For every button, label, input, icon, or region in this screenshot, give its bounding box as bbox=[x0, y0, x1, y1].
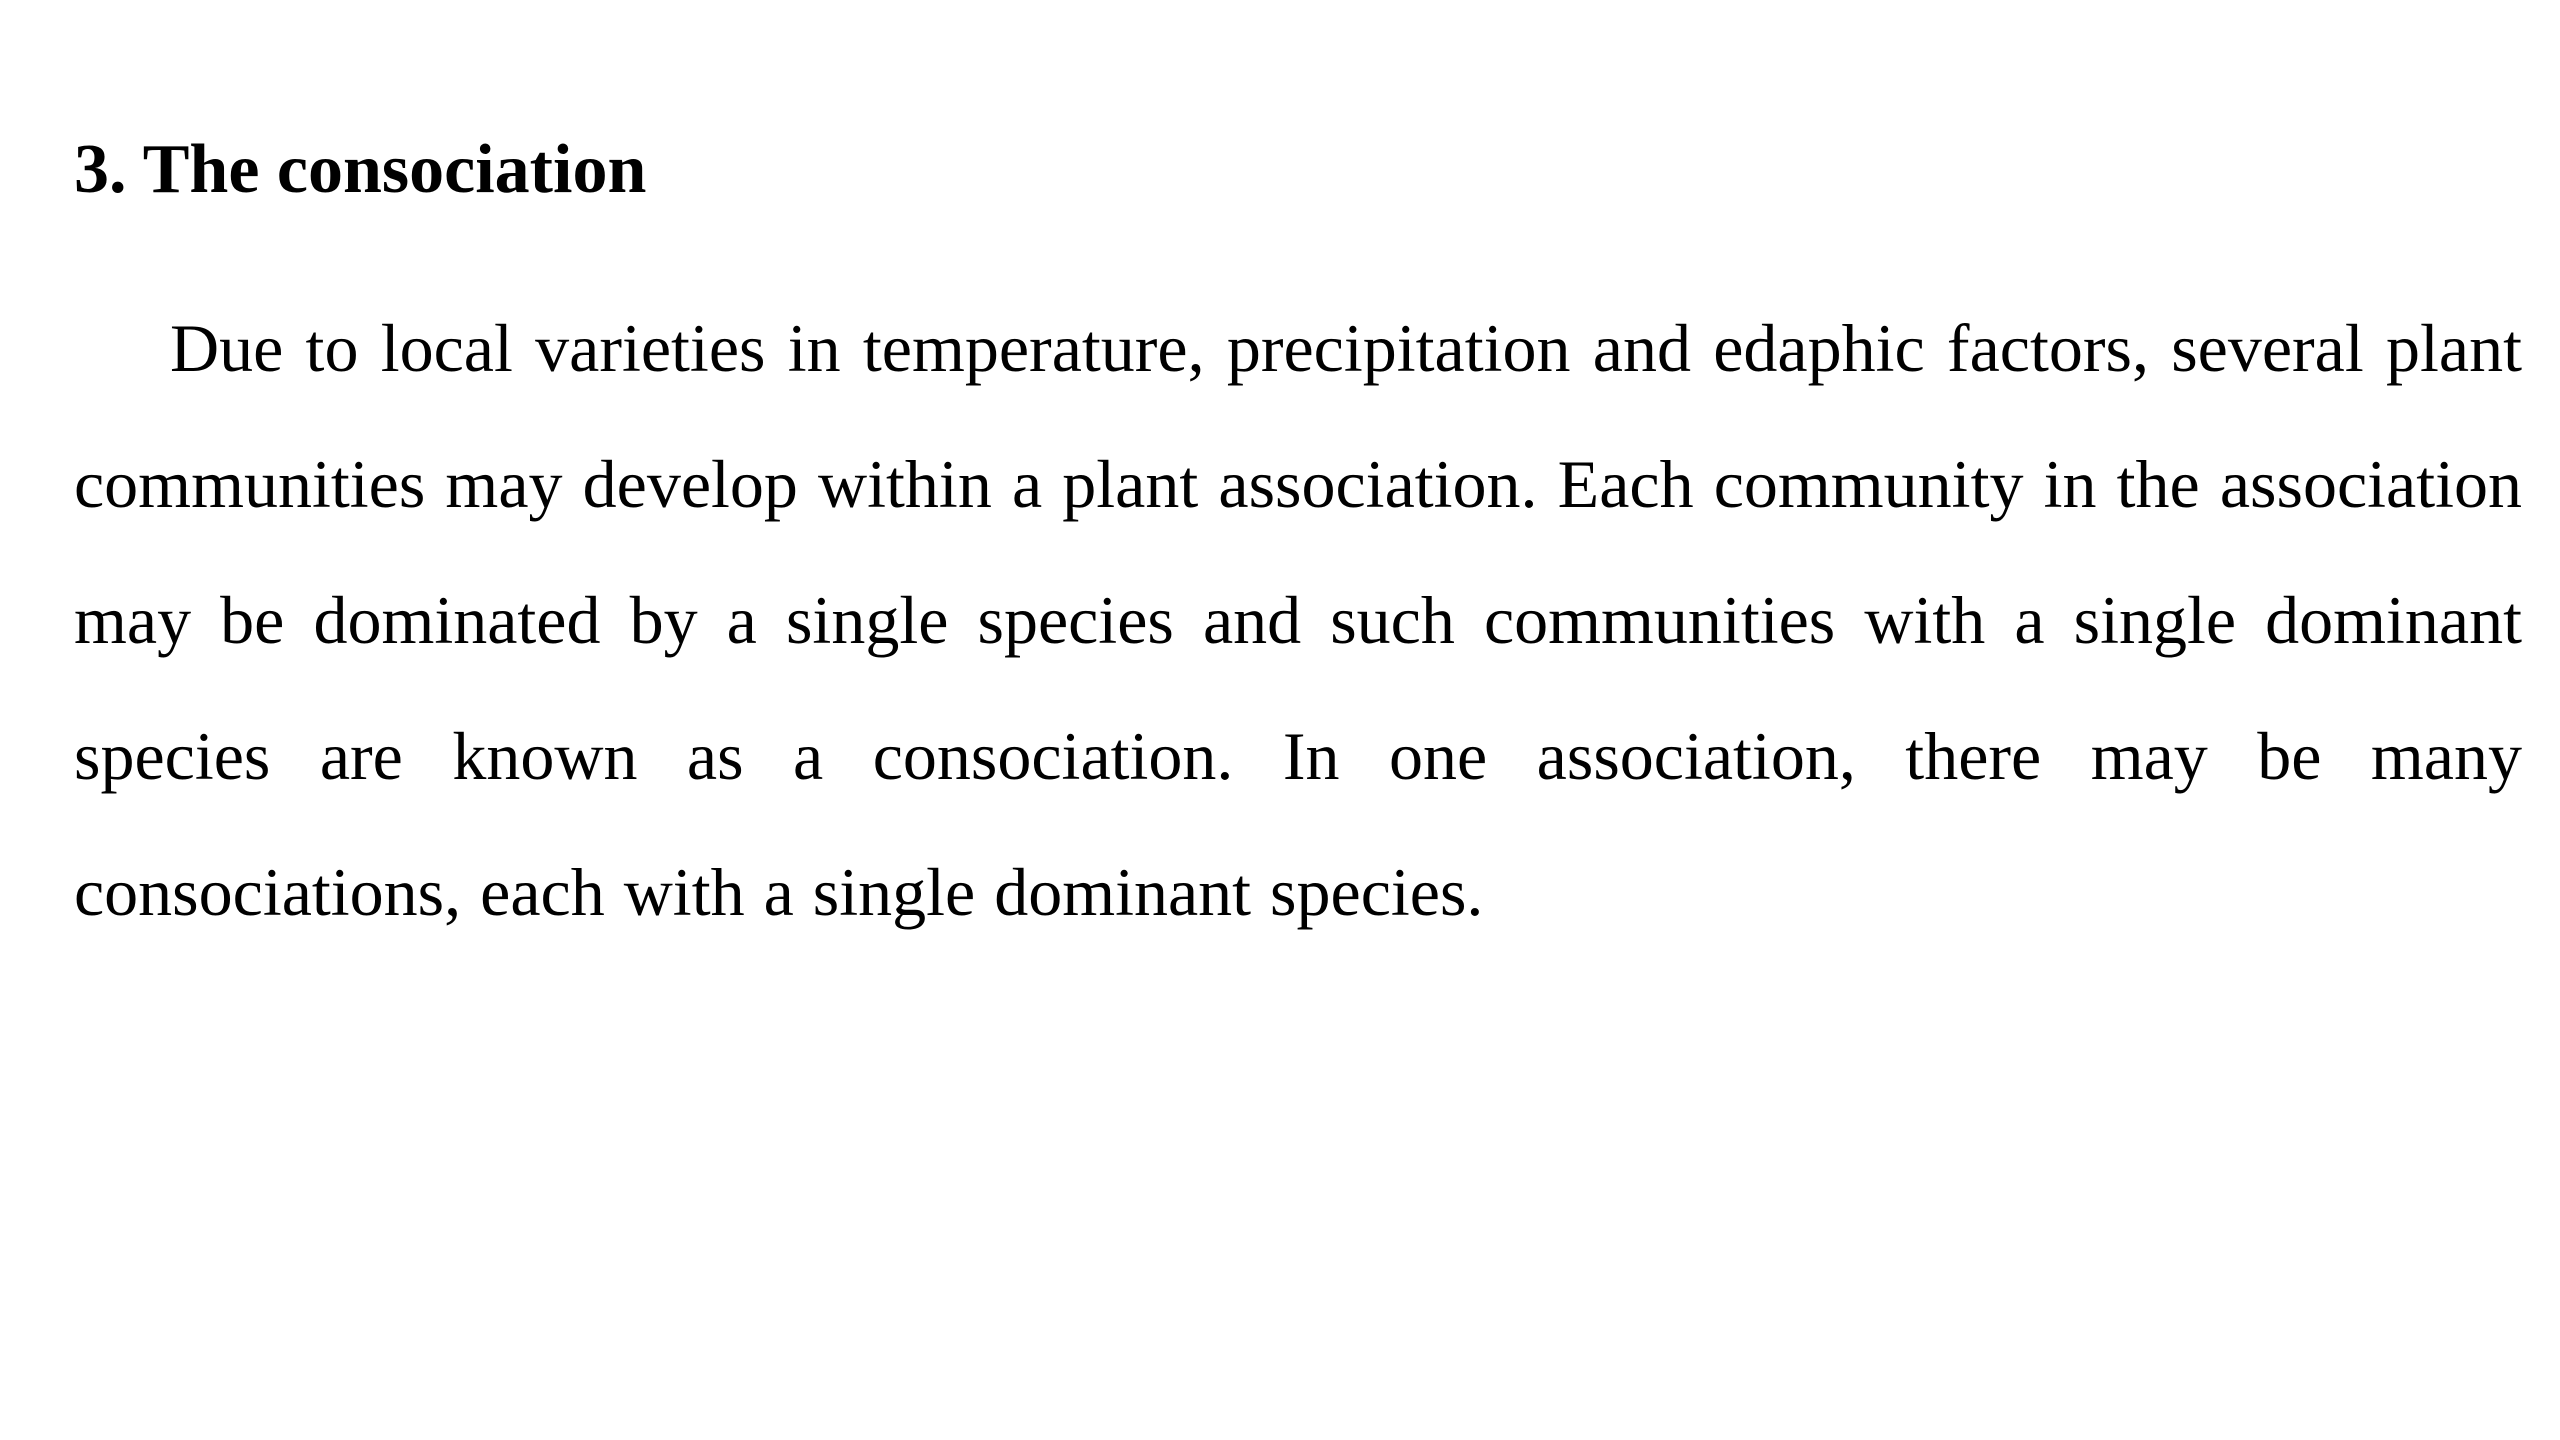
body-paragraph: Due to local varieties in temperature, precipitation and edaphic factors, several plant communities may develop within a plant association. Each community in the association may be dominated by a single species and such communities with a single dominant species are known as a consociation. In one association, there may be many consociations, each with a single dominant species. bbox=[74, 310, 2522, 930]
section-heading: 3. The consociation bbox=[74, 131, 647, 208]
